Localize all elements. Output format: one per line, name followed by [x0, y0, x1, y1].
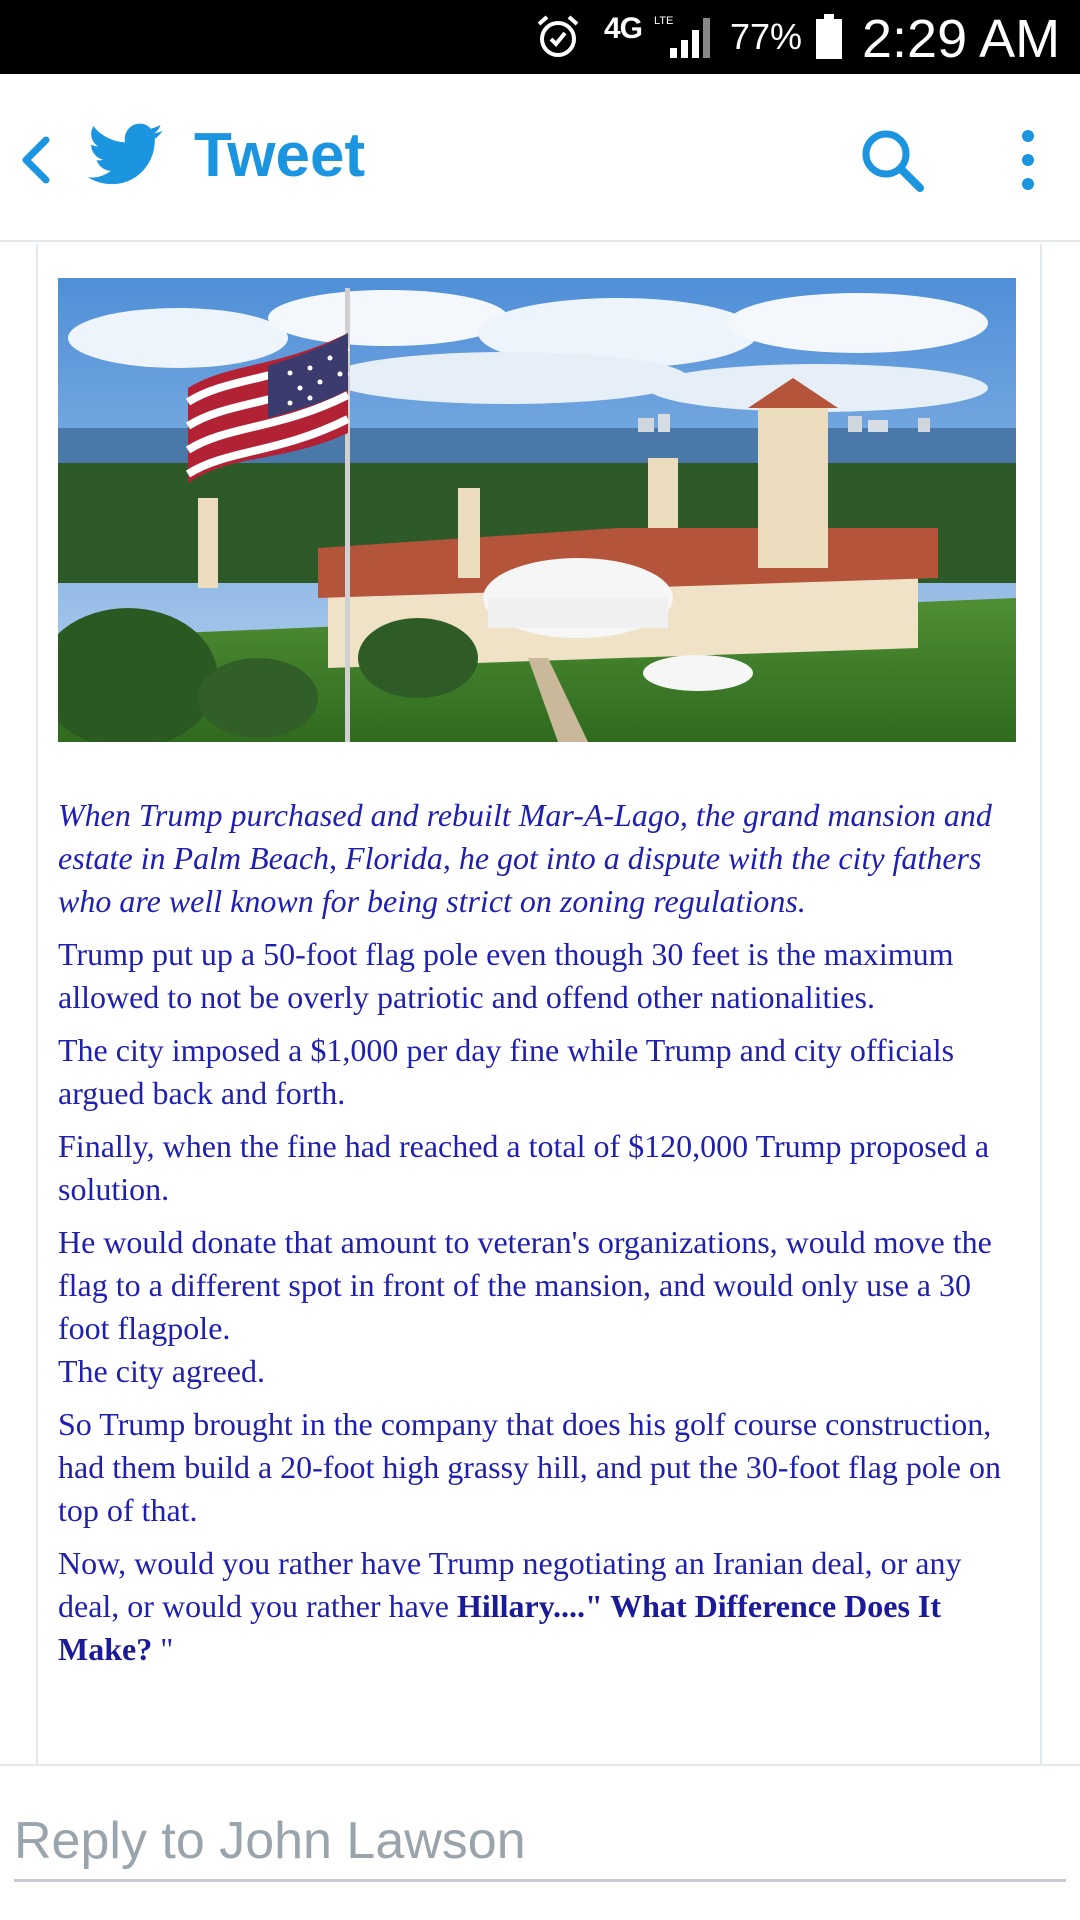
alarm-icon	[535, 14, 581, 60]
battery-percent: 77%	[730, 16, 803, 57]
article-final-bold: Hillary...." What Difference Does It Make?	[58, 1588, 942, 1667]
app-bar	[0, 74, 1080, 242]
clock: 2:29 AM	[862, 9, 1061, 69]
tweet-content	[36, 244, 1042, 1764]
page-title: Tweet	[194, 121, 366, 190]
article-final-plain: Now, would you rather have Trump negotiating an Iranian deal, or any deal, or would you rather have	[58, 1545, 962, 1624]
network-sub: LTE	[654, 15, 674, 27]
twitter-bird-icon	[88, 122, 164, 188]
signal-icon	[668, 16, 716, 60]
mar-a-lago-photo[interactable]	[58, 278, 1016, 742]
article-paragraph: So Trump brought in the company that does his golf course construction, had them build a 20-foot high grassy hill, and put the 30-foot flag pole on top of that.	[58, 1406, 1001, 1528]
battery-icon	[815, 14, 843, 60]
article-paragraph: He would donate that amount to veteran's organizations, would move the flag to a different spot in front of the mansion, and would only use a 30 foot flagpole.	[58, 1224, 992, 1346]
article-paragraph: Finally, when the fine had reached a total of $120,000 Trump proposed a solution.	[58, 1128, 990, 1207]
reply-input[interactable]	[14, 1802, 1066, 1882]
search-icon[interactable]	[858, 126, 928, 196]
article-paragraph: The city agreed.	[58, 1353, 265, 1389]
status-bar	[0, 0, 1080, 74]
more-options-icon[interactable]	[1008, 126, 1048, 196]
tweet-article-text	[58, 794, 1018, 1681]
article-final-paragraph	[58, 1542, 1018, 1671]
article-paragraph: When Trump purchased and rebuilt Mar-A-Lago, the grand mansion and estate in Palm Beach, Florida, he got into a dispute with the city fathers who are well known for being strict on zoning regulations.	[58, 797, 992, 919]
reply-bar	[0, 1764, 1080, 1920]
article-paragraph: Trump put up a 50-foot flag pole even though 30 feet is the maximum allowed to not be overly patriotic and offend other nationalities.	[58, 936, 954, 1015]
article-paragraph: The city imposed a $1,000 per day fine while Trump and city officials argued back and forth.	[58, 1032, 955, 1111]
network-type: 4G	[604, 12, 643, 45]
back-arrow-icon[interactable]	[18, 134, 54, 186]
article-final-end: "	[152, 1631, 174, 1667]
